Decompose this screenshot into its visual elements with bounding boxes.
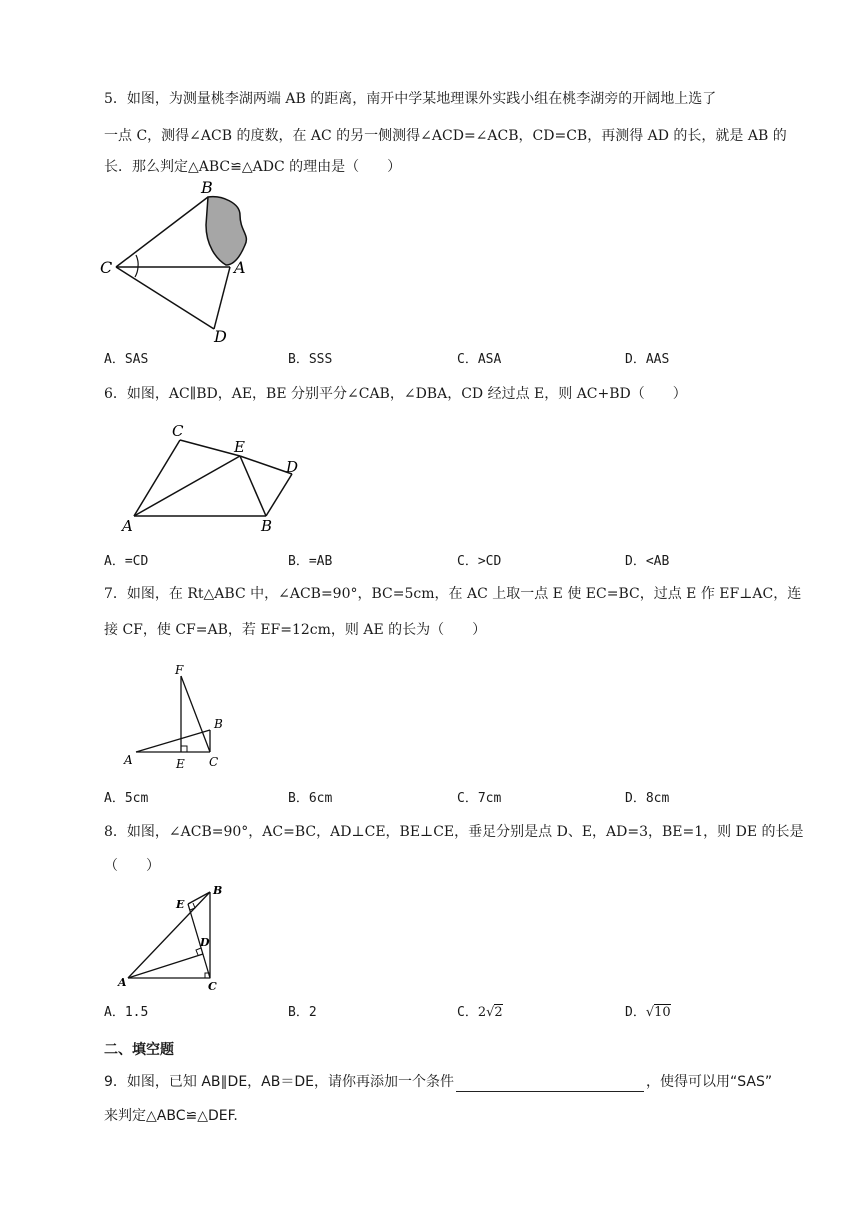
q8-figure	[116, 882, 236, 1002]
segment-AE	[134, 456, 240, 516]
label-C: C	[172, 422, 184, 440]
q8-text-line1: 8．如图，∠ACB=90°，AC=BC，AD⊥CE，BE⊥CE，垂足分别是点 D、E，AD=3，BE=1，则 DE 的长是	[104, 824, 804, 840]
q7-figure	[118, 660, 238, 770]
q5-option-c[interactable]: C．ASA	[457, 352, 502, 367]
q7-option-c[interactable]: C．7cm	[457, 791, 502, 806]
segment-AC	[134, 440, 180, 516]
q8-text-line2: （ ）	[104, 858, 160, 874]
label-C: C	[209, 755, 219, 769]
label-E: E	[234, 438, 245, 456]
segment-ED	[240, 456, 292, 474]
q8-option-d-math: √10	[645, 1005, 671, 1020]
lake-shape	[206, 197, 246, 265]
segment-FC	[181, 676, 210, 752]
q8-option-c-math: 2√2	[477, 1005, 503, 1020]
label-D: D	[214, 327, 227, 346]
label-A: A	[118, 976, 127, 989]
label-C: C	[100, 258, 113, 277]
q8-option-c-label: C．	[457, 1005, 478, 1020]
label-E: E	[176, 898, 185, 911]
label-B: B	[201, 178, 213, 197]
q8-option-d[interactable]	[625, 1003, 671, 1023]
label-A: A	[124, 753, 133, 767]
q9-text-line2: 来判定△ABC≌△DEF.	[104, 1108, 238, 1124]
q6-figure	[118, 422, 318, 542]
q7-option-a[interactable]: A．5cm	[104, 791, 149, 806]
q9-text-line1	[104, 1072, 772, 1092]
segment-CD	[116, 267, 214, 329]
label-E: E	[176, 757, 185, 771]
q6-option-b[interactable]: B．=AB	[288, 554, 333, 569]
q5-option-a[interactable]: A．SAS	[104, 352, 149, 367]
segment-DB	[266, 474, 292, 516]
q8-option-b[interactable]: B．2	[288, 1005, 317, 1020]
label-A: A	[122, 517, 133, 535]
q8-option-c[interactable]	[457, 1003, 503, 1023]
segment-AD	[214, 267, 230, 329]
q7-text-line2: 接 CF，使 CF=AB，若 EF=12cm，则 AE 的长为（ ）	[104, 622, 487, 638]
q8-option-a[interactable]: A．1.5	[104, 1005, 149, 1020]
q5-option-b[interactable]: B．SSS	[288, 352, 333, 367]
q7-option-d[interactable]: D．8cm	[625, 791, 670, 806]
label-B: B	[261, 517, 273, 535]
label-C: C	[208, 980, 217, 993]
right-angle-mark-D	[196, 948, 201, 955]
segment-CE	[180, 440, 240, 456]
q9-text-after-blank: ，使得可以用“SAS”	[645, 1074, 773, 1090]
section-title: 二、填空题	[104, 1042, 174, 1058]
label-F: F	[175, 663, 184, 677]
q7-text-line1: 7．如图，在 Rt△ABC 中，∠ACB=90°，BC=5cm，在 AC 上取一点 E 使 EC=BC，过点 E 作 EF⊥AC，连	[104, 586, 802, 602]
segment-BE	[240, 456, 266, 516]
segment-CB	[116, 197, 208, 267]
right-angle-mark	[181, 746, 187, 752]
q6-option-d[interactable]: D．<AB	[625, 554, 670, 569]
q6-text-line1: 6．如图，AC∥BD，AE，BE 分别平分∠CAB，∠DBA，CD 经过点 E，则 AC+BD（ ）	[104, 386, 687, 402]
segment-BE	[188, 892, 210, 904]
angle-arc-lower	[135, 267, 138, 277]
label-B: B	[213, 884, 223, 897]
label-D: D	[286, 458, 299, 476]
angle-arc-upper	[136, 255, 138, 267]
q7-option-b[interactable]: B．6cm	[288, 791, 333, 806]
q5-figure	[100, 178, 270, 346]
q5-text-line1: 5．如图，为测量桃李湖两端 AB 的距离，南开中学某地理课外实践小组在桃李湖旁的开阔地上选了	[104, 91, 717, 107]
segment-AB	[136, 730, 210, 752]
q6-option-c[interactable]: C．>CD	[457, 554, 502, 569]
label-A: A	[234, 258, 246, 277]
q9-answer-blank[interactable]	[456, 1075, 644, 1092]
q5-text-line3: 长．那么判定△ABC≌△ADC 的理由是（ ）	[104, 159, 402, 175]
label-B: B	[214, 717, 223, 731]
q6-option-a[interactable]: A．=CD	[104, 554, 149, 569]
label-D: D	[200, 936, 210, 949]
q5-text-line2: 一点 C，测得∠ACB 的度数，在 AC 的另一侧测得∠ACD=∠ACB，CD=CB，再测得 AD 的长，就是 AB 的	[104, 128, 787, 144]
q8-option-d-label: D．	[625, 1005, 646, 1020]
q5-option-d[interactable]: D．AAS	[625, 352, 670, 367]
q9-text-before-blank: 9．如图，已知 AB∥DE，AB＝DE，请你再添加一个条件	[104, 1074, 454, 1090]
